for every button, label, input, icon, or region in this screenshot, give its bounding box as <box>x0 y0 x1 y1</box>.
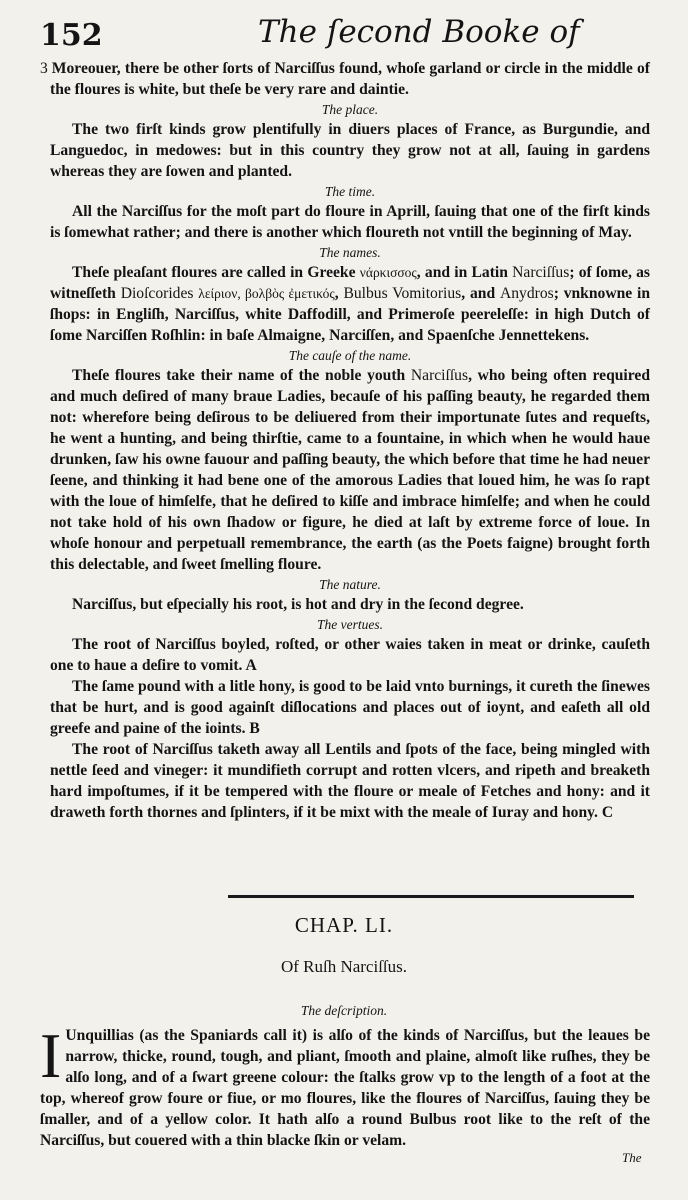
cause-text-1: Theſe floures take their name of the noble youth <box>72 367 406 384</box>
latin-synonym-anydros: Anydros <box>499 285 554 302</box>
greek-name: νάρκισσος <box>359 265 417 280</box>
paragraph-vertue-c <box>50 739 650 823</box>
paragraph-other-kinds <box>40 58 650 100</box>
narcissus-name: Narciſſus <box>410 367 469 384</box>
greek-synonyms: λείριον, βολβὸς ἐμετικός <box>198 286 335 301</box>
heading-cause: The cauſe of the name. <box>288 348 412 363</box>
paragraph-vertue-a <box>50 634 650 676</box>
catchword: The <box>622 1150 642 1165</box>
chapter-subtitle: Of Ruſh Narciſſus. <box>280 957 408 976</box>
vertue-b-text: The ſame pound with a litle hony, is good to be laid vnto burnings, it cureth the ſinewes that be hurt, and is good againſt diſlocations and places out of ioynt, and eaſeth all old greefe and paine of the ioints. <box>50 678 650 737</box>
heading-time: The time. <box>324 184 376 199</box>
names-text-6: ; vnknowne in ſhops: in Engliſh, Narciſſus, white Daffodill, and Primeroſe peereleſſe: in high Dutch of ſome Narciſſen Roſhlin: in baſe Almaigne, Narciſſen, and Spaenſche Jennettekens. <box>50 285 651 344</box>
names-text-2: , and in Latin <box>416 264 508 281</box>
margin-letter-b: B <box>249 720 260 737</box>
vertue-a-text: The root of Narciſſus boyled, roſted, or other waies taken in meat or drinke, cauſeth one to haue a deſire to vomit. <box>50 636 650 674</box>
heading-vertues: The vertues. <box>317 617 383 632</box>
paragraph-place: The two firſt kinds grow plentifully in diuers places of France, as Burgundie, and Languedoc, in medowes: but in this country they grow not at all, ſauing in gardens whereas they are ſowen and planted. <box>50 121 650 180</box>
paragraph-cause <box>50 365 650 575</box>
paragraph-text: Moreouer, there be other ſorts of Narciſſus found, whoſe garland or circle in the middle of the floures is white, but theſe be very rare and daintie. <box>50 60 650 98</box>
heading-description: The deſcription. <box>300 1003 388 1018</box>
paragraph-nature: Narciſſus, but eſpecially his root, is hot and dry in the ſecond degree. <box>72 596 524 613</box>
chapter-divider <box>228 895 634 898</box>
description-text: Unquillias (as the Spaniards call it) is alſo of the kinds of Narciſſus, but the leaues be narrow, thicke, round, tough, and pliant, ſmooth and plaine, almoſt like ruſhes, they be alſo long, and of a ſwart greene colour: the ſtalks grow vp to the length of a foot at the top, whereof grow foure or fiue, or mo floures, like the floures of Narciſſus, ſauing they be ſmaller, and of a yellow color. It hath alſo a round Bulbus root like to the reſt of the Narciſſus, but couered with a thin blacke ſkin or velam. <box>40 1027 650 1149</box>
paragraph-description <box>40 1020 650 1151</box>
names-text-1: Theſe pleaſant floures are called in Greeke <box>72 264 356 281</box>
running-head: The ſecond Booke of <box>258 14 580 50</box>
paragraph-vertue-b <box>50 676 650 739</box>
heading-names: The names. <box>319 245 381 260</box>
chapter-title: CHAP. LI. <box>294 913 394 937</box>
drop-cap: I <box>40 1020 62 1091</box>
heading-nature: The nature. <box>319 577 381 592</box>
names-text-5: , and <box>461 285 496 302</box>
margin-letter-c: C <box>601 804 614 821</box>
page-number: 152 <box>40 18 103 53</box>
latin-name: Narciſſus <box>512 264 570 281</box>
names-text-3: ; of ſome, as witneſſeth <box>50 264 650 302</box>
latin-synonym-bulbus: Bulbus Vomitorius <box>343 285 462 302</box>
author-name: Dioſcorides <box>120 285 194 302</box>
body-text <box>40 58 651 823</box>
kind-marker: 3 <box>40 60 48 77</box>
vertue-c-text: The root of Narciſſus taketh away all Lentils and ſpots of the face, being mingled with nettle ſeed and vineger: it mundifieth corrupt and rotten vlcers, and ripeth and breaketh hard impoſtumes, if it be tempered with the floure or meale of Fetches and hony: and it draweth forth thornes and ſplinters, if it be mixt with the meale of Iuray and hony. <box>50 741 650 821</box>
cause-text-2: , who being often required and much deſired of many braue Ladies, becauſe of his paſſing beauty, he regarded them not: wherefore being deſirous to be deliuered from their importunate ſutes and requeſts, he went a hunting, and being thirſtie, came to a fountaine, in which when he would haue drunken, ſaw his owne fauour and paſſing beauty, the which before that time he had neuer ſeene, and thinking it had bene one of the amorous Ladies that loued him, he was ſo rapt with the loue of himſelfe, that he deſired to kiſſe and imbrace himſelfe; and when he could not take hold of his own ſhadow or figure, he died at laſt by extreme force of loue. In whoſe honour and perpetuall remembrance, the earth (as the Poets faigne) brought forth this delectable, and ſweet ſmelling floure. <box>50 367 650 573</box>
paragraph-time: All the Narciſſus for the moſt part do floure in Aprill, ſauing that one of the firſt kinds is ſomewhat rather; and there is another which floureth not vntill the beginning of May. <box>50 203 650 241</box>
margin-letter-a: A <box>245 657 257 674</box>
names-text-4: , <box>334 285 339 302</box>
paragraph-names <box>50 262 650 346</box>
heading-place: The place. <box>321 102 379 117</box>
